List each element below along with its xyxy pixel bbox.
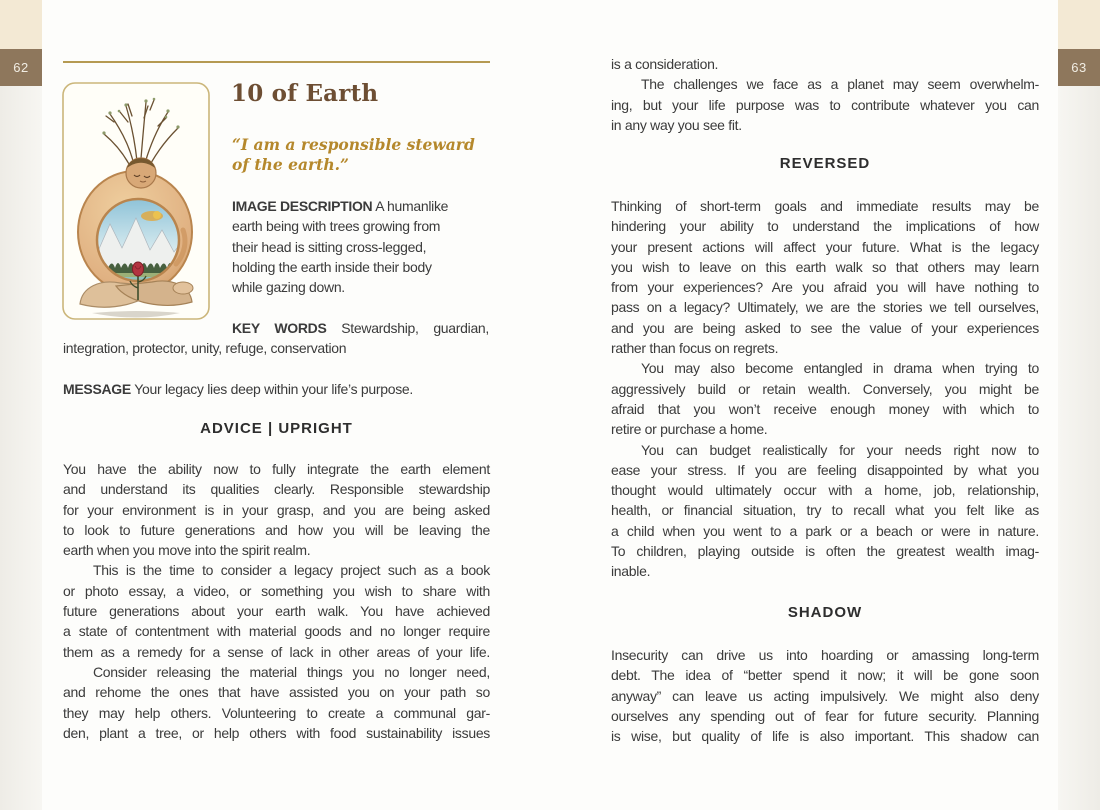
- right-edge-cream-band: [1058, 0, 1100, 49]
- text-line: your present actions will affect your future. What is the legacy: [611, 238, 1039, 255]
- text-line: in any way you see fit.: [611, 116, 742, 133]
- text-line: for your environment is in your grasp, and you are being asked: [63, 501, 490, 518]
- text-line: The challenges we face as a planet may seem overwhelm-: [641, 76, 1039, 93]
- advice-upright-heading: ADVICE | UPRIGHT: [200, 420, 353, 437]
- text-line: from your experiences? Are you afraid you will have nothing to: [611, 279, 1039, 296]
- text-line: To children, playing outside is often the greatest wealth imag-: [611, 543, 1039, 560]
- text-line: earth when you move into the spirit realm.: [63, 542, 311, 559]
- text-line: you wish to leave on this earth walk so that others may learn: [611, 258, 1039, 275]
- text-line: ing, but your life purpose was to contribute whatever you can: [611, 96, 1039, 113]
- text-line: rather than focus on regrets.: [611, 340, 779, 357]
- left-edge-cream-band: [0, 0, 42, 49]
- text-line: a state of contentment with material goods and no longer require: [63, 623, 490, 640]
- text-line: their head is sitting cross-legged,: [232, 238, 427, 255]
- text-line: earth being with trees growing from: [232, 218, 441, 235]
- text-line: is wise, but quality of life is also important. This shadow can: [611, 728, 1039, 745]
- earth-being-card-art: [62, 82, 210, 320]
- text-line: and rehome the ones that have assisted you on your path so: [63, 684, 490, 701]
- message-line: [63, 379, 490, 399]
- quote-line: “I am a responsible steward: [232, 135, 475, 154]
- key-words-line1: [232, 318, 489, 338]
- key-words-text: Stewardship, guardian,: [341, 320, 490, 336]
- text-line: thought would ultimately occur with a home, job, relationship,: [611, 482, 1039, 499]
- text-line: You can budget realistically for your needs right now to: [641, 441, 1039, 458]
- text-line: and you are being asked to see the value of your experiences: [611, 319, 1039, 336]
- text-line: or photo essay, a video, or something you wish to share with: [63, 582, 490, 599]
- text-line: This is the time to consider a legacy project such as a book: [93, 562, 490, 579]
- page-number-right: 63: [1071, 60, 1087, 75]
- page-number-tab-left: [0, 49, 42, 86]
- reversed-paragraphs: [611, 196, 1039, 582]
- section-divider-rule: [63, 61, 490, 63]
- text-line: aggressively build or retain wealth. Conversely, you might be: [611, 380, 1039, 397]
- text-line: You may also become entangled in drama when trying to: [641, 360, 1039, 377]
- message-text: Your legacy lies deep within your life’s purpose.: [134, 381, 413, 397]
- text-line: anyway” can leave us acting impulsively. We might also deny: [611, 687, 1039, 704]
- text-line: Insecurity can drive us into hoarding or amassing long-term: [611, 647, 1039, 663]
- text-line: ease your stress. If you are feeling disappointed by what you: [611, 461, 1039, 478]
- image-description: [232, 196, 490, 297]
- shadow-paragraphs: [611, 645, 1039, 746]
- text-line: Consider releasing the material things you no longer need,: [93, 663, 490, 680]
- text-line: den, plant a tree, or help others with food sustainability issues: [63, 724, 490, 741]
- image-description-text: A humanlike: [375, 198, 449, 214]
- reversed-heading: REVERSED: [779, 155, 871, 172]
- text-line: inable.: [611, 563, 651, 580]
- message-label: MESSAGE: [63, 381, 131, 397]
- text-line: pass on a legacy? Ultimately, we are the stories we tell ourselves,: [611, 299, 1039, 316]
- text-line: and understand its qualities clearly. Responsible stewardship: [63, 481, 490, 498]
- text-line: holding the earth inside their body: [232, 258, 432, 275]
- text-line: afraid that you won’t receive enough money with which to: [611, 400, 1039, 417]
- page-number-tab-right: [1058, 49, 1100, 86]
- advice-paragraphs: [63, 459, 490, 743]
- text-line: they may help others. Volunteering to create a communal gar-: [63, 704, 490, 721]
- text-line: You have the ability now to fully integrate the earth element: [63, 461, 490, 477]
- text-line: future generations about your earth walk. You have achieved: [63, 603, 490, 620]
- image-description-lines: [232, 216, 490, 297]
- continuation-paragraphs: [611, 54, 1039, 135]
- quote-line: of the earth.”: [232, 155, 349, 174]
- text-line: ourselves any spending out of fear for future security. Planning: [611, 707, 1039, 724]
- text-line: them as a remedy for a sense of lack in other areas of your life.: [63, 643, 490, 660]
- card-quote: [232, 135, 475, 175]
- image-description-label: IMAGE DESCRIPTION: [232, 198, 373, 214]
- text-line: while gazing down.: [232, 279, 345, 296]
- text-line: a child when you went to a park or a beach or were in nature.: [611, 522, 1039, 539]
- text-line: health, or financial situation, try to recall what you felt like as: [611, 502, 1039, 519]
- shadow-heading: SHADOW: [787, 604, 863, 621]
- right-page-edge: [1058, 0, 1100, 810]
- text-line: is a consideration.: [611, 56, 719, 72]
- image-description-first-line: [232, 196, 490, 216]
- text-line: to look to future generations and how you will be leaving the: [63, 521, 490, 538]
- card-illustration: [62, 82, 210, 320]
- key-words-line2: integration, protector, unity, refuge, conservation: [63, 340, 347, 356]
- key-words-label: KEY WORDS: [232, 320, 327, 336]
- left-page-edge: [0, 0, 42, 810]
- text-line: retire or purchase a home.: [611, 421, 768, 438]
- text-line: Thinking of short-term goals and immediate results may be: [611, 198, 1039, 214]
- text-line: debt. The idea of “better spend it now; it will be gone soon: [611, 667, 1039, 684]
- card-title: 10 of Earth: [231, 80, 379, 107]
- page-number-left: 62: [13, 60, 29, 75]
- text-line: hindering your ability to understand the implications of how: [611, 218, 1039, 235]
